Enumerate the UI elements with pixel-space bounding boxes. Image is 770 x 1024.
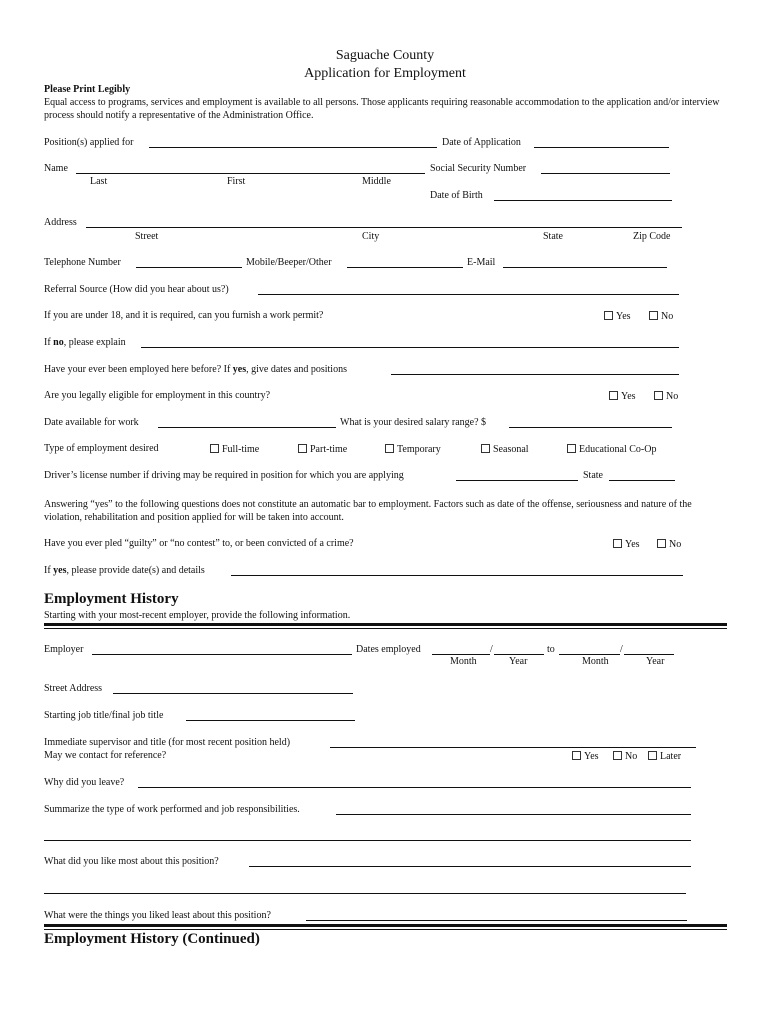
referral-label: Referral Source (How did you hear about us?): [44, 284, 229, 295]
ssn-label: Social Security Number: [430, 163, 527, 174]
start-month-caption: Month: [450, 656, 477, 667]
end-month-caption: Month: [582, 656, 609, 667]
telephone-label: Telephone Number: [44, 257, 121, 268]
mobile-field[interactable]: [347, 267, 463, 268]
checkbox-icon: [609, 391, 618, 400]
liked-most-label: What did you like most about this position?: [44, 856, 219, 867]
checkbox-icon: [613, 751, 622, 760]
conviction-notice: Answering “yes” to the following questions does not constitute an automatic bar to employment. Factors such as date of the offense, seriousness and nature of the violation, rehabilitation and position applied for will be taken into account.: [44, 499, 692, 523]
liked-least-label: What were the things you liked least about this position?: [44, 910, 271, 921]
address-street-caption: Street: [135, 231, 159, 242]
start-month-field[interactable]: [432, 654, 490, 655]
employed-before-label: Have your ever been employed here before? If yes, give dates and positions: [44, 364, 347, 375]
no-label: No: [666, 391, 679, 402]
address-city-caption: City: [362, 231, 380, 242]
telephone-field[interactable]: [136, 267, 242, 268]
if-no-explain-label: If no, please explain: [44, 337, 126, 348]
equal-access-statement: Equal access to programs, services and employment is available to all persons. Those applicants requiring reasonable accommodation to the application and/or interview process should notify a representative of the Administration Office.: [44, 97, 720, 121]
if-yes-details-label: If yes, please provide date(s) and details: [44, 565, 205, 576]
date-slash: /: [490, 644, 493, 655]
liked-most-field[interactable]: [249, 866, 691, 867]
employer-street-field[interactable]: [113, 693, 353, 694]
supervisor-field[interactable]: [330, 747, 696, 748]
job-title-label: Starting job title/final job title: [44, 710, 164, 721]
drivers-license-state-label: State: [583, 470, 603, 481]
ssn-field[interactable]: [541, 173, 670, 174]
employment-type-parttime[interactable]: Part-time: [298, 444, 347, 455]
drivers-license-state-field[interactable]: [609, 480, 675, 481]
employed-before-field[interactable]: [391, 374, 679, 375]
dates-employed-label: Dates employed: [356, 644, 421, 655]
salary-field[interactable]: [509, 427, 672, 428]
employment-history-continued-heading: Employment History (Continued): [44, 931, 260, 947]
contact-yes[interactable]: [572, 751, 599, 762]
checkbox-icon: [481, 444, 490, 453]
checkbox-icon: [567, 444, 576, 453]
no-label: No: [625, 751, 638, 762]
employer-field[interactable]: [92, 654, 352, 655]
checkbox-icon: [654, 391, 663, 400]
print-legibly-note: Please Print Legibly: [44, 84, 131, 95]
checkbox-icon: [613, 539, 622, 548]
contact-no[interactable]: [613, 751, 637, 762]
drivers-license-label: Driver’s license number if driving may be required in position for which you are applying: [44, 470, 404, 481]
employment-type-label: Type of employment desired: [44, 443, 159, 454]
dob-field[interactable]: [494, 200, 672, 201]
mobile-label: Mobile/Beeper/Other: [246, 257, 332, 268]
name-field[interactable]: [76, 173, 425, 174]
county-name: Saguache County: [335, 48, 435, 63]
end-year-field[interactable]: [624, 654, 674, 655]
yes-label: Yes: [621, 391, 636, 402]
employer-label: Employer: [44, 644, 84, 655]
checkbox-icon: [604, 311, 613, 320]
convicted-no[interactable]: [657, 539, 681, 550]
contact-later[interactable]: [648, 751, 681, 762]
date-of-application-label: Date of Application: [442, 137, 521, 148]
address-zip-caption: Zip Code: [633, 231, 671, 242]
yes-label: Yes: [616, 311, 631, 322]
conviction-question: Have you ever pled “guilty” or “no contest” to, or been convicted of a crime?: [44, 538, 354, 549]
liked-most-field-continued[interactable]: [44, 893, 686, 894]
section-divider: [44, 924, 727, 927]
supervisor-label: Immediate supervisor and title (for most recent position held): [44, 737, 291, 748]
date-of-application-field[interactable]: [534, 147, 669, 148]
section-divider-thin: [44, 628, 727, 629]
section-divider-thin: [44, 929, 727, 930]
position-field[interactable]: [149, 147, 437, 148]
checkbox-icon: [385, 444, 394, 453]
checkbox-icon: [648, 751, 657, 760]
work-permit-yes[interactable]: [604, 311, 631, 322]
contact-reference-question: May we contact for reference?: [44, 750, 167, 761]
employment-type-temporary[interactable]: Temporary: [385, 444, 441, 455]
drivers-license-field[interactable]: [456, 480, 578, 481]
end-year-caption: Year: [646, 656, 665, 667]
page-title: Application for Employment: [304, 66, 466, 81]
eligible-yes[interactable]: [609, 391, 636, 402]
dob-label: Date of Birth: [430, 190, 483, 201]
employment-type-coop[interactable]: Educational Co-Op: [567, 444, 656, 455]
liked-least-field[interactable]: [306, 920, 687, 921]
why-leave-label: Why did you leave?: [44, 777, 125, 788]
checkbox-icon: [210, 444, 219, 453]
salary-label: What is your desired salary range? $: [340, 417, 487, 428]
address-state-caption: State: [543, 231, 563, 242]
if-yes-details-field[interactable]: [231, 575, 683, 576]
date-slash: /: [620, 644, 623, 655]
address-label: Address: [44, 217, 77, 228]
job-title-field[interactable]: [186, 720, 355, 721]
employment-history-heading: Employment History: [44, 591, 179, 607]
checkbox-icon: [657, 539, 666, 548]
if-no-explain-field[interactable]: [141, 347, 679, 348]
eligibility-question: Are you legally eligible for employment in this country?: [44, 390, 271, 401]
checkbox-icon: [572, 751, 581, 760]
address-field[interactable]: [86, 227, 682, 228]
eligible-no[interactable]: [654, 391, 678, 402]
responsibilities-field[interactable]: [336, 814, 691, 815]
email-field[interactable]: [503, 267, 667, 268]
responsibilities-field-continued[interactable]: [44, 840, 691, 841]
name-label: Name: [44, 163, 68, 174]
no-label: No: [669, 539, 682, 550]
start-year-caption: Year: [509, 656, 528, 667]
yes-label: Yes: [584, 751, 599, 762]
date-available-label: Date available for work: [44, 417, 139, 428]
no-label: No: [661, 311, 674, 322]
to-label: to: [547, 644, 555, 655]
date-available-field[interactable]: [158, 427, 336, 428]
end-month-field[interactable]: [559, 654, 620, 655]
section-divider: [44, 623, 727, 626]
employment-type-seasonal[interactable]: Seasonal: [481, 444, 529, 455]
work-permit-question: If you are under 18, and it is required, can you furnish a work permit?: [44, 310, 324, 321]
email-label: E-Mail: [467, 257, 496, 268]
checkbox-icon: [649, 311, 658, 320]
yes-label: Yes: [625, 539, 640, 550]
employer-street-label: Street Address: [44, 683, 103, 694]
position-label: Position(s) applied for: [44, 137, 134, 148]
start-year-field[interactable]: [494, 654, 544, 655]
checkbox-icon: [298, 444, 307, 453]
name-last-caption: Last: [90, 176, 108, 187]
name-first-caption: First: [227, 176, 246, 187]
convicted-yes[interactable]: [613, 539, 640, 550]
later-label: Later: [660, 751, 682, 762]
work-permit-no[interactable]: [649, 311, 673, 322]
referral-field[interactable]: [258, 294, 679, 295]
why-leave-field[interactable]: [138, 787, 691, 788]
responsibilities-label: Summarize the type of work performed and job responsibilities.: [44, 804, 300, 815]
employment-history-intro: Starting with your most-recent employer, provide the following information.: [44, 610, 351, 621]
name-middle-caption: Middle: [362, 176, 391, 187]
employment-type-fulltime[interactable]: Full-time: [210, 444, 259, 455]
